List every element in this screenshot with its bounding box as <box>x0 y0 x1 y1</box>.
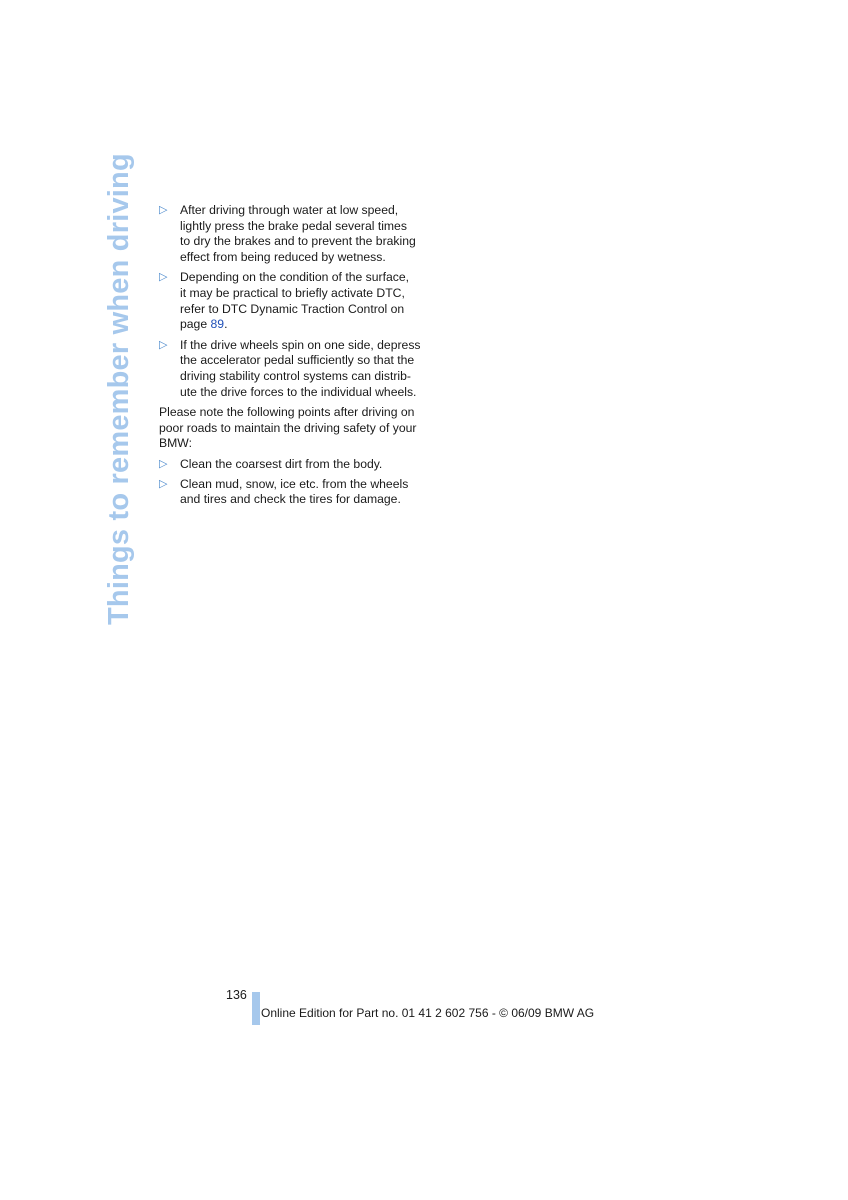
list-item-line: driving stability control systems can distrib- <box>180 369 411 384</box>
list-item-line: it may be practical to briefly activate DTC, <box>180 286 405 301</box>
list-item-line: refer to DTC Dynamic Traction Control on <box>180 301 405 316</box>
triangle-bullet-icon: ▷ <box>159 204 168 216</box>
list-item-line: to dry the brakes and to prevent the braking <box>180 234 416 249</box>
list-item-line: Clean the coarsest dirt from the body. <box>180 456 383 471</box>
list-item-activate-dtc <box>159 270 421 333</box>
section-side-title: Things to remember when driving <box>103 153 135 625</box>
list-item-line: and tires and check the tires for damage. <box>180 492 401 507</box>
list-item-line-suffix: . <box>224 317 228 332</box>
page-number: 136 <box>226 988 247 1002</box>
paragraph-line: Please note the following points after driving on <box>159 404 415 419</box>
paragraph-line: BMW: <box>159 436 192 451</box>
list-item-wheel-spin <box>159 338 421 401</box>
page-reference-link[interactable]: 89 <box>210 317 225 332</box>
list-item-line: effect from being reduced by wetness. <box>180 250 386 265</box>
triangle-bullet-icon: ▷ <box>159 271 168 284</box>
list-item-line: lightly press the brake pedal several times <box>180 218 407 233</box>
list-item-clean-body <box>159 457 421 473</box>
list-item-line: ute the drive forces to the individual wheels. <box>180 384 417 399</box>
list-item-dry-brakes <box>159 203 421 266</box>
triangle-bullet-icon: ▷ <box>159 477 168 490</box>
triangle-bullet-icon: ▷ <box>159 338 168 351</box>
footer-accent-bar <box>252 992 260 1025</box>
bullet-list-water-surface <box>159 203 421 400</box>
paragraph-line: poor roads to maintain the driving safety of your <box>159 420 417 435</box>
footer-edition-text: Online Edition for Part no. 01 41 2 602 756 - © 06/09 BMW AG <box>261 1006 595 1020</box>
list-item-clean-wheels <box>159 477 421 508</box>
list-item-line: the accelerator pedal sufficiently so that the <box>180 353 415 368</box>
list-item-line: If the drive wheels spin on one side, depress <box>180 337 421 352</box>
bullet-list-poor-roads <box>159 457 421 509</box>
poor-roads-paragraph <box>159 405 421 452</box>
list-item-line: Depending on the condition of the surface, <box>180 270 410 285</box>
list-item-line: Clean mud, snow, ice etc. from the wheels <box>180 476 409 491</box>
triangle-bullet-icon: ▷ <box>159 457 168 470</box>
main-content <box>159 203 421 513</box>
list-item-line: After driving through water at low speed, <box>180 203 399 217</box>
list-item-line-prefix: page <box>180 317 211 332</box>
